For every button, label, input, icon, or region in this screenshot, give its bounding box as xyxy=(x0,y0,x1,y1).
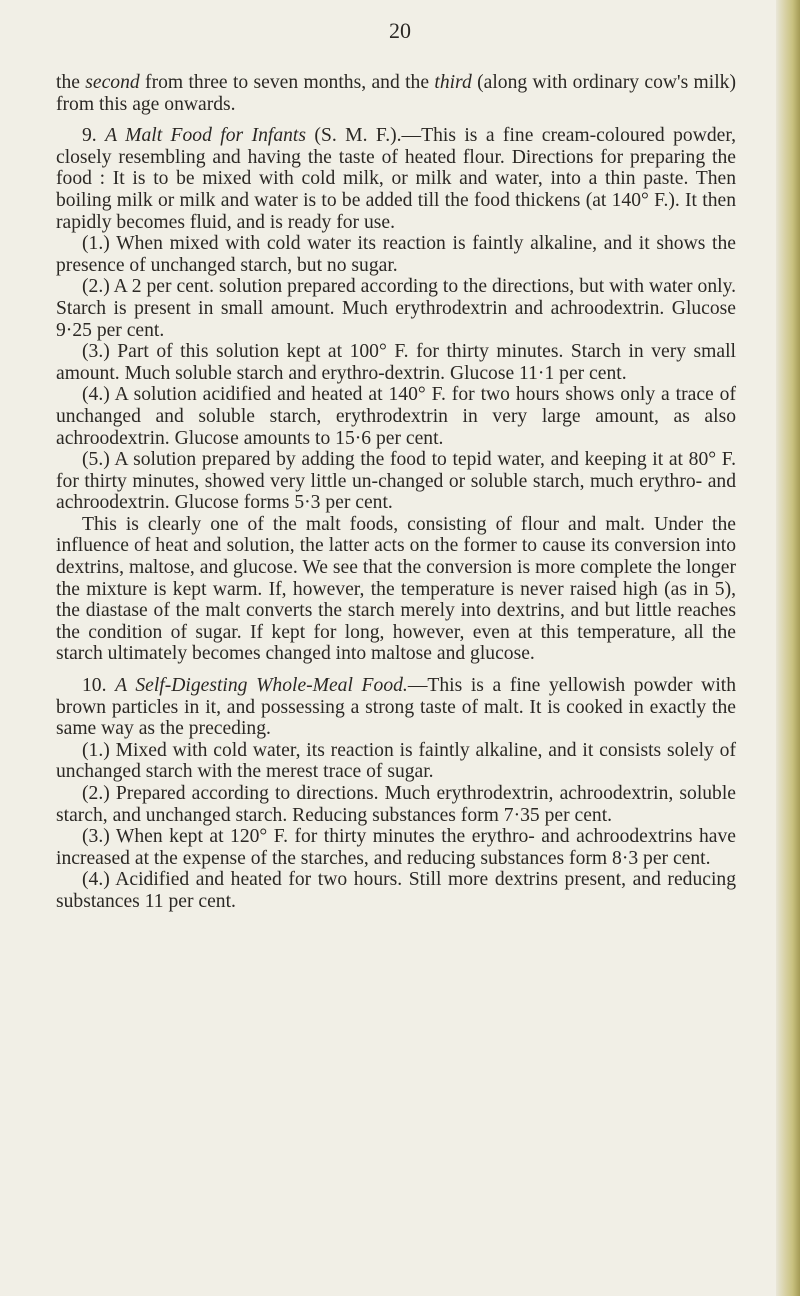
section-9-item-2: (2.) A 2 per cent. solution prepared according to the directions, but with water only. Starch is present in small amount. Much erythrodextrin and achroodextrin. Glucose 9·25 per cent. xyxy=(56,276,736,341)
the-word: the xyxy=(56,72,86,93)
intro-text-1: from three to seven months, and the xyxy=(139,72,435,93)
intro-paragraph xyxy=(56,72,736,115)
section-10-item-3: (3.) When kept at 120° F. for thirty minutes the erythro- and achroodextrins have increased at the expense of the starches, and reducing substances form 8·3 per cent. xyxy=(56,826,736,869)
intro-text-2: (along with ordinary cow's milk) from this age onwards. xyxy=(56,72,736,115)
section-10-title: A Self-Digesting Whole-Meal Food. xyxy=(115,675,408,697)
section-9-item-1: (1.) When mixed with cold water its reaction is faintly alkaline, and it shows the presence of unchanged starch, but no sugar. xyxy=(56,233,736,276)
section-10-item-2: (2.) Prepared according to directions. Much erythrodextrin, achroodextrin, soluble starch, and unchanged starch. Reducing substances form 7·35 per cent. xyxy=(56,783,736,826)
section-9-item-3: (3.) Part of this solution kept at 100° F. for thirty minutes. Starch in very small amount. Much soluble starch and erythro-dextrin. Glucose 11·1 per cent. xyxy=(56,341,736,384)
section-9-item-4: (4.) A solution acidified and heated at 140° F. for two hours shows only a trace of unchanged and soluble starch, erythrodextrin in very large amount, as also achroodextrin. Glucose amounts to 15·6 per cent. xyxy=(56,384,736,449)
section-9-body: (S. M. F.).—This is a fine cream-coloured powder, closely resembling and having the taste of heated flour. Directions for preparing the food : It is to be mixed with cold milk, or milk and water, into a thin paste. Then boiling milk or milk and water is to be added till the food thickens (at 140° F.). It then rapidly becomes fluid, and is ready for use. xyxy=(56,125,737,233)
section-10-item-4: (4.) Acidified and heated for two hours. Still more dextrins present, and reducing substances 11 per cent. xyxy=(56,869,736,912)
page-number: 20 xyxy=(389,18,411,43)
page-edge xyxy=(776,0,800,1296)
section-9-paragraph xyxy=(56,125,736,233)
emphasis-second: second xyxy=(85,72,140,93)
page-text xyxy=(56,72,736,913)
section-9-number: 9. xyxy=(82,125,106,147)
section-9-title: A Malt Food for Infants xyxy=(105,125,307,147)
emphasis-third: third xyxy=(434,72,472,93)
section-10-paragraph xyxy=(56,675,736,740)
section-9-discussion: This is clearly one of the malt foods, consisting of flour and malt. Under the influence of heat and solution, the latter acts on the former to cause its conversion into dextrins, maltose, and glucose. We see that the conversion is more complete the longer the mixture is kept warm. If, however, the temperature is never raised high (as in 5), the diastase of the malt converts the starch merely into dextrins, and but little reaches the condition of sugar. If kept for long, however, even at this temperature, all the starch ultimately becomes changed into maltose and glucose. xyxy=(56,513,736,665)
section-10-body: —This is a fine yellowish powder with brown particles in it, and possessing a strong taste of malt. It is cooked in exactly the same way as the preceding. xyxy=(56,675,736,740)
section-10-item-1: (1.) Mixed with cold water, its reaction is faintly alkaline, and it consists solely of unchanged starch with the merest trace of sugar. xyxy=(56,739,736,783)
section-10-number: 10. xyxy=(82,675,116,697)
section-9-item-5: (5.) A solution prepared by adding the food to tepid water, and keeping it at 80° F. for thirty minutes, showed very little un-changed or soluble starch, much erythro- and achroodextrin. Glucose forms 5·3 per cent. xyxy=(56,449,736,514)
